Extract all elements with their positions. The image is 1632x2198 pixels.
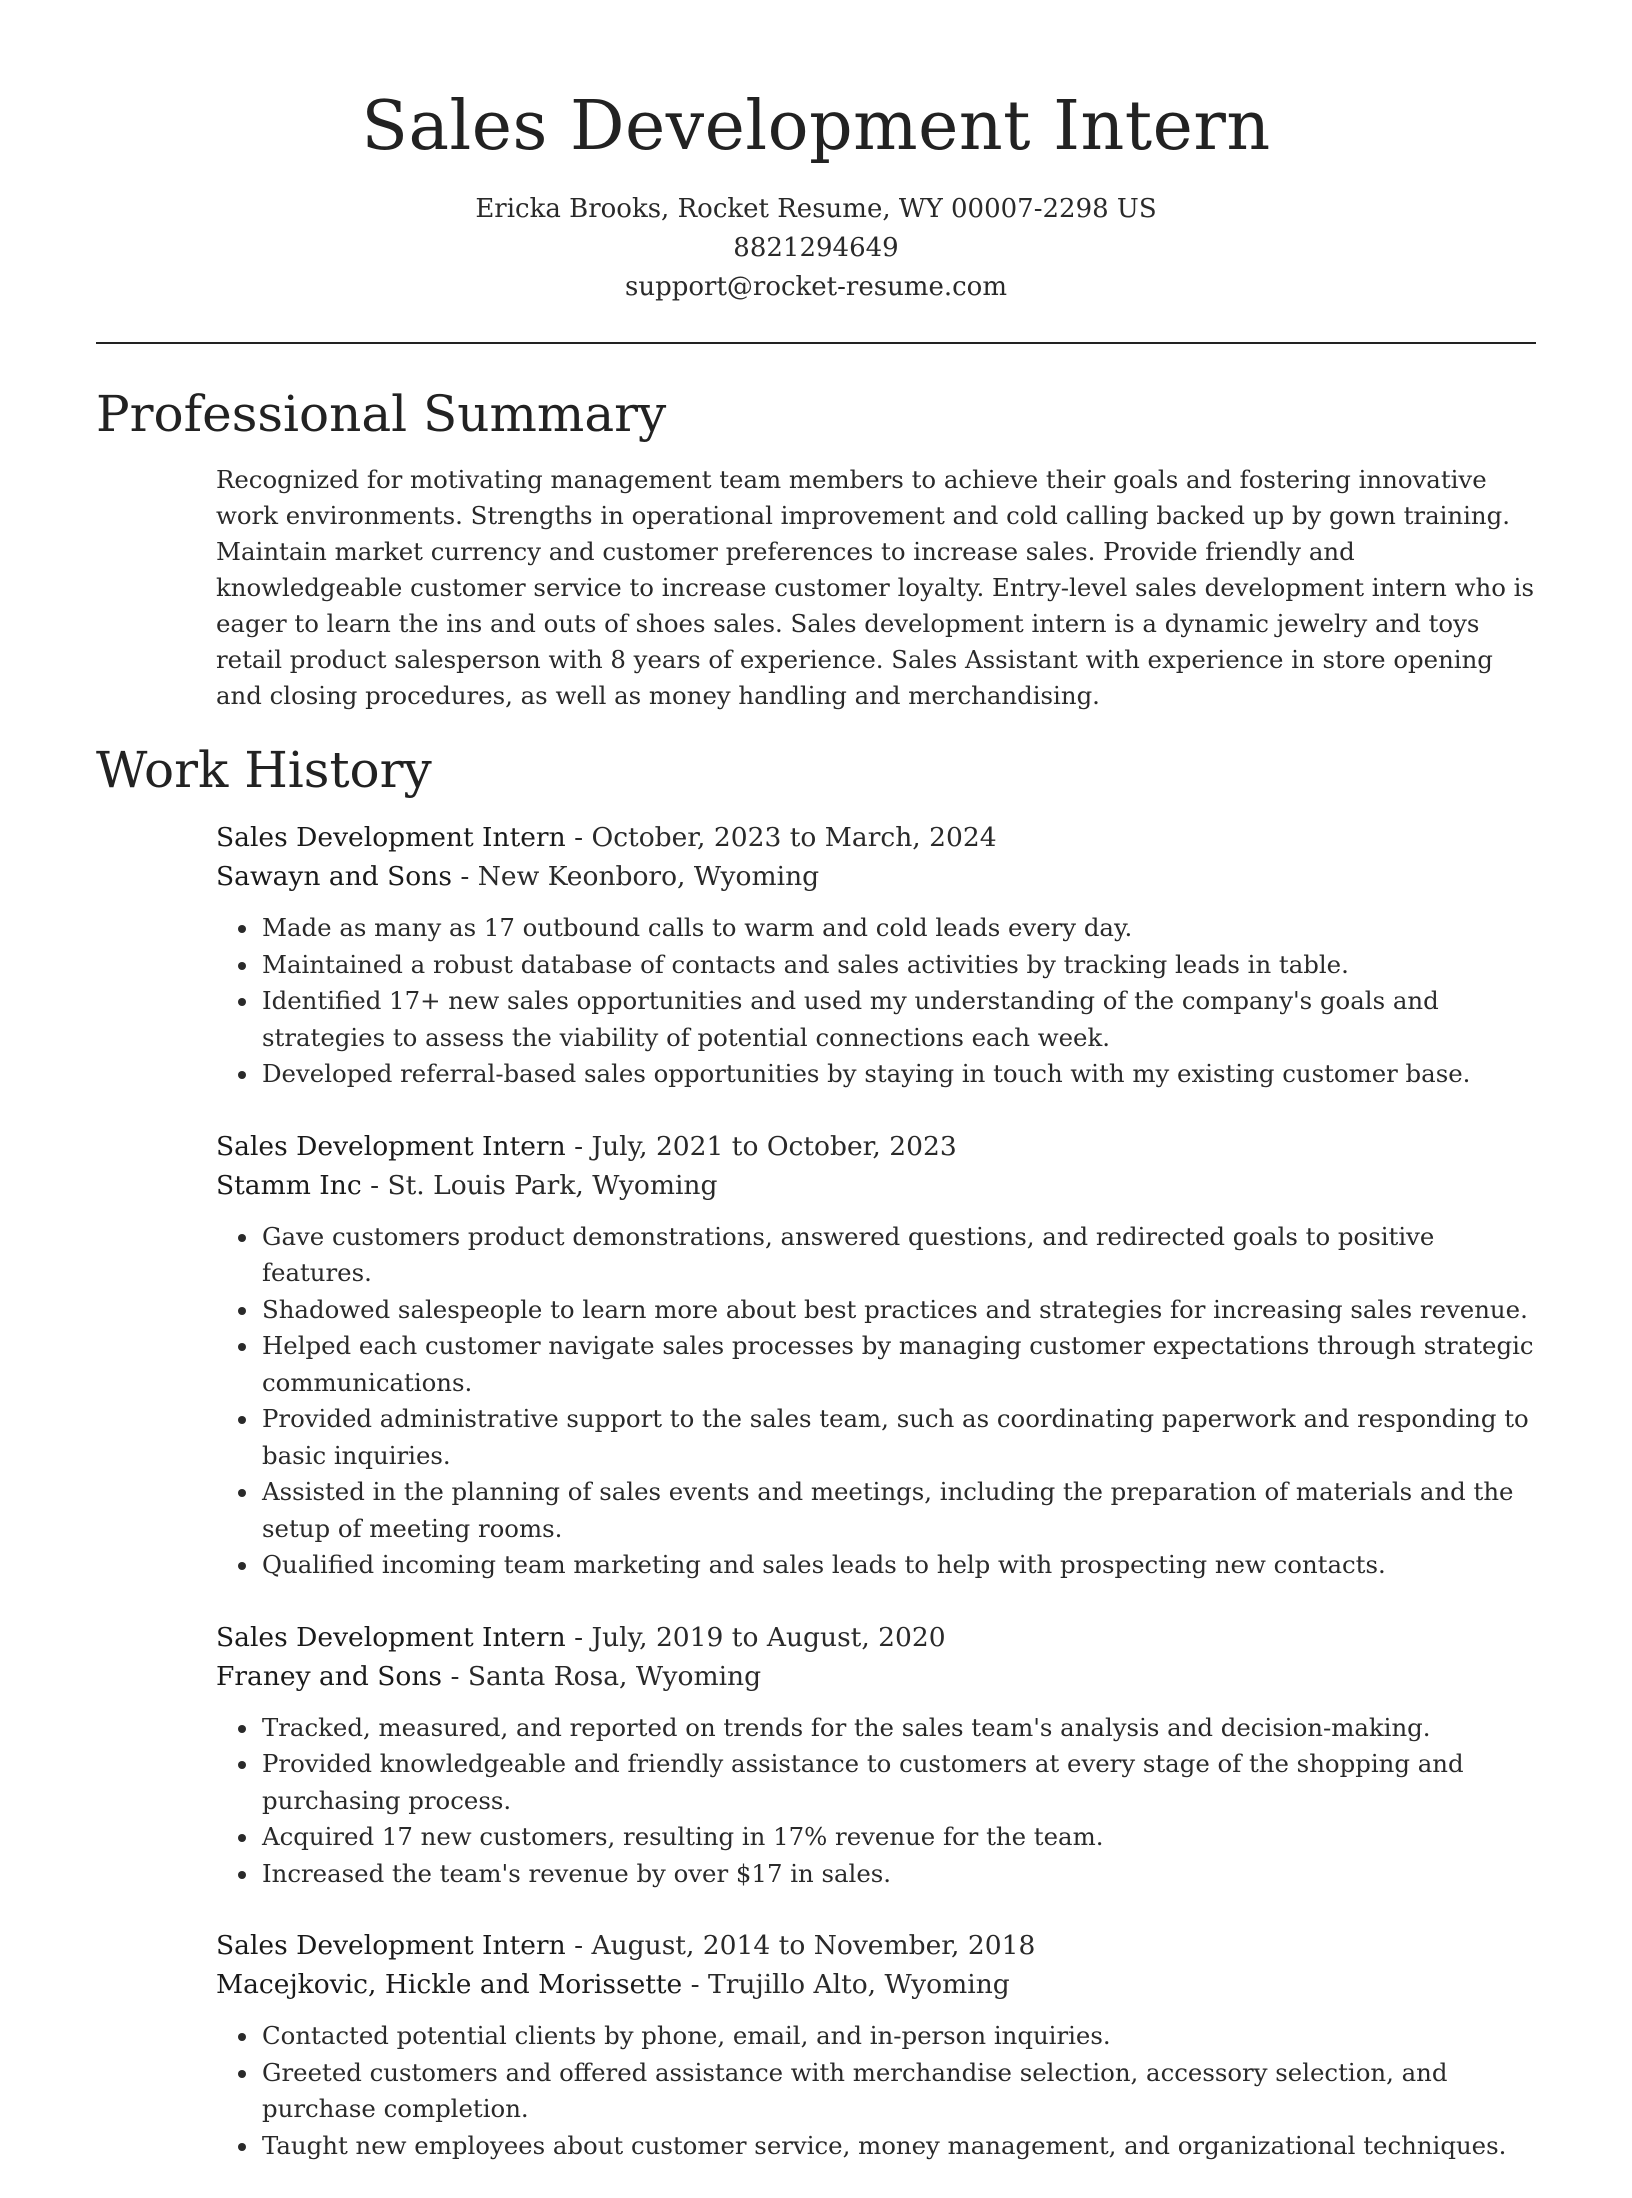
job-location: - Santa Rosa, Wyoming [442,1660,762,1692]
job-company: Macejkovic, Hickle and Morissette [216,1969,683,2000]
job-entry [216,1618,1540,1893]
job-bullet: • Taught new employees about customer service, money management, and organizational techniques. [260,2128,1540,2165]
job-bullet: • Helped each customer navigate sales processes by managing customer expectations through strategic communications. [260,1328,1540,1401]
job-bullets [216,1219,1540,1584]
job-bullet: • Identified 17+ new sales opportunities and used my understanding of the company's goals and strategies to assess the viability of potential connections each week. [260,983,1540,1056]
job-company-line [216,1166,1540,1205]
job-location: - Trujillo Alto, Wyoming [682,1969,1010,2000]
job-bullet: • Assisted in the planning of sales events and meetings, including the preparation of materials and the setup of meeting rooms. [260,1474,1540,1547]
job-title-line [216,1127,1540,1166]
contact-email: support@rocket-resume.com [624,272,1007,302]
contact-block [0,190,1632,307]
job-title-line [216,818,1540,857]
job-entry [216,818,1540,1093]
job-dates: - July, 2021 to October, 2023 [565,1130,957,1162]
job-bullets [216,2018,1540,2164]
job-bullet: • Acquired 17 new customers, resulting in 17% revenue for the team. [260,1819,1540,1856]
job-title-line [216,1926,1540,1965]
job-bullet: • Contacted potential clients by phone, email, and in-person inquiries. [260,2018,1540,2055]
job-bullet: • Qualified incoming team marketing and sales leads to help with prospecting new contacts. [260,1547,1540,1584]
job-dates: - October, 2023 to March, 2024 [565,822,997,853]
job-title: Sales Development Intern [216,822,566,853]
contact-address: Ericka Brooks, Rocket Resume, WY 00007-2298 US [475,194,1157,224]
header-divider [96,342,1536,344]
page-title: Sales Development Intern [361,87,1271,166]
job-bullet: • Maintained a robust database of contacts and sales activities by tracking leads in table. [260,947,1540,984]
section-heading-summary: Professional Summary [96,385,667,443]
job-bullet: • Greeted customers and offered assistance with merchandise selection, accessory selection, and purchase completion. [260,2055,1540,2128]
job-bullet: • Increased the team's revenue by over $17 in sales. [260,1856,1540,1893]
job-bullet: • Shadowed salespeople to learn more about best practices and strategies for increasing sales revenue. [260,1292,1540,1329]
job-title: Sales Development Intern [216,1930,566,1961]
job-bullets [216,1710,1540,1893]
job-dates: - August, 2014 to November, 2018 [565,1930,1036,1961]
job-entry [216,1127,1540,1584]
work-history-list [216,818,1540,2198]
job-bullet: • Provided administrative support to the sales team, such as coordinating paperwork and responding to basic inquiries. [260,1401,1540,1474]
job-company: Sawayn and Sons [216,861,452,892]
job-bullet: • Developed referral-based sales opportunities by staying in touch with my existing customer base. [260,1056,1540,1093]
job-title: Sales Development Intern [216,1130,566,1162]
section-heading-work-history: Work History [96,741,432,799]
job-company-line [216,1965,1540,2004]
job-title-line [216,1618,1540,1657]
job-entry [216,1926,1540,2164]
job-bullet: • Provided knowledgeable and friendly assistance to customers at every stage of the shopping and purchasing process. [260,1746,1540,1819]
job-bullet: • Made as many as 17 outbound calls to warm and cold leads every day. [260,910,1540,947]
job-company: Franey and Sons [216,1660,443,1692]
job-location: - New Keonboro, Wyoming [451,861,820,892]
contact-phone: 8821294649 [733,233,899,263]
job-company: Stamm Inc [216,1169,362,1201]
job-company-line [216,1657,1540,1696]
job-company-line [216,857,1540,896]
job-bullet: • Gave customers product demonstrations, answered questions, and redirected goals to positive features. [260,1219,1540,1292]
job-bullet: • Tracked, measured, and reported on trends for the sales team's analysis and decision-making. [260,1710,1540,1747]
summary-text: Recognized for motivating management team members to achieve their goals and fostering innovative work environments. Strengths in operational improvement and cold calling backed up by gown training. Maintain market currency and customer preferences to increase sales. Provide friendly and knowledgeable customer service to increase customer loyalty. Entry-level sales development intern who is eager to learn the ins and outs of shoes sales. Sales development intern is a dynamic jewelry and toys retail product salesperson with 8 years of experience. Sales Assistant with experience in store opening and closing procedures, as well as money handling and merchandising. [216,465,1534,710]
job-dates: - July, 2019 to August, 2020 [565,1621,946,1653]
job-location: - St. Louis Park, Wyoming [361,1169,718,1201]
job-title: Sales Development Intern [216,1621,566,1653]
resume-header [0,0,1632,307]
job-bullets [216,910,1540,1093]
